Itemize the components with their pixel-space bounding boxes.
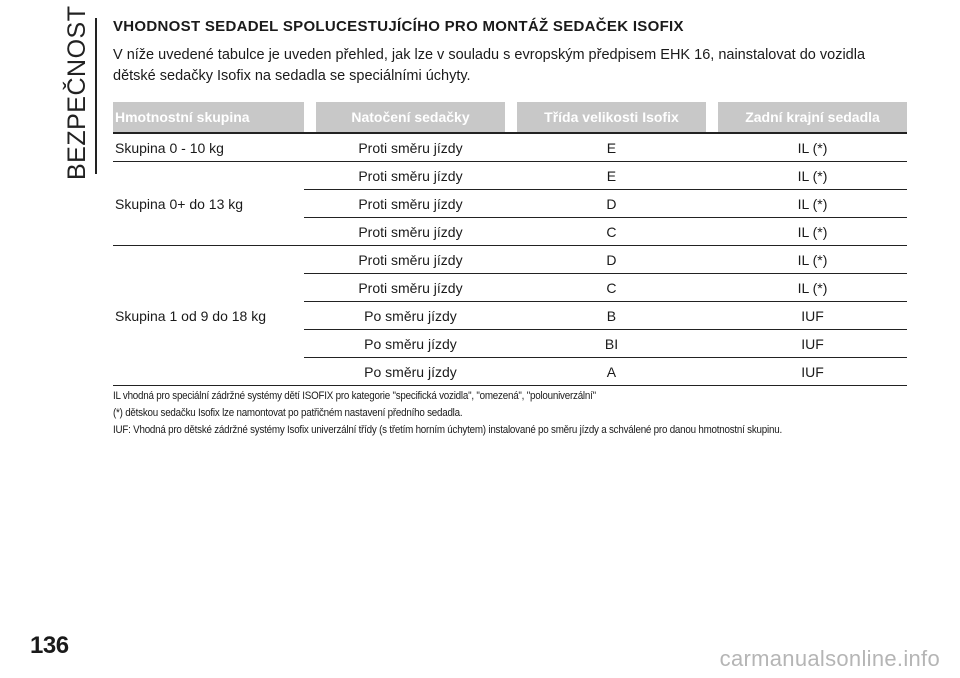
orientation-cell: Proti směru jízdy bbox=[316, 274, 505, 302]
rear-seats-cell: IL (*) bbox=[718, 133, 907, 162]
size-class-cell: C bbox=[517, 218, 706, 246]
size-class-cell: D bbox=[517, 246, 706, 274]
header-size-class: Třída velikosti Isofix bbox=[517, 102, 706, 133]
rear-seats-cell: IUF bbox=[718, 302, 907, 330]
note-asterisk: (*) dětskou sedačku Isofix lze namontovat po patřičném nastavení předního sedadla. bbox=[113, 407, 463, 419]
rear-seats-cell: IL (*) bbox=[718, 274, 907, 302]
page-title: VHODNOST SEDADEL SPOLUCESTUJÍCÍHO PRO MONTÁŽ SEDAČEK ISOFIX bbox=[113, 18, 684, 35]
intro-paragraph: V níže uvedené tabulce je uveden přehled, jak lze v souladu s evropským předpisem EHK 16, nainstalovat do vozidla dětské sedačky Isofix na sedadla se speciálními úchyty. bbox=[113, 47, 866, 84]
header-gap bbox=[304, 102, 316, 133]
table-notes bbox=[113, 388, 907, 439]
header-orientation: Natočení sedačky bbox=[316, 102, 505, 133]
size-class-cell: E bbox=[517, 133, 706, 162]
section-label: BEZPEČNOST bbox=[63, 5, 91, 180]
group-name: Skupina 1 od 9 do 18 kg bbox=[113, 246, 304, 386]
rear-seats-cell: IUF bbox=[718, 330, 907, 358]
note-il: IL vhodná pro speciální zádržné systémy dětí ISOFIX pro kategorie "specifická vozidla", "omezená", "polouniverzální" bbox=[113, 390, 596, 402]
rear-seats-cell: IUF bbox=[718, 358, 907, 386]
table-row bbox=[113, 246, 907, 274]
side-divider bbox=[95, 18, 97, 174]
orientation-cell: Po směru jízdy bbox=[316, 302, 505, 330]
header-weight-group: Hmotnostní skupina bbox=[113, 102, 304, 133]
orientation-cell: Proti směru jízdy bbox=[316, 246, 505, 274]
header-gap bbox=[505, 102, 517, 133]
size-class-cell: C bbox=[517, 274, 706, 302]
header-gap bbox=[706, 102, 718, 133]
rear-seats-cell: IL (*) bbox=[718, 246, 907, 274]
size-class-cell: E bbox=[517, 162, 706, 190]
orientation-cell: Po směru jízdy bbox=[316, 330, 505, 358]
isofix-table bbox=[113, 102, 907, 386]
page-number: 136 bbox=[30, 632, 69, 659]
orientation-cell: Proti směru jízdy bbox=[316, 162, 505, 190]
orientation-cell: Proti směru jízdy bbox=[316, 133, 505, 162]
orientation-cell: Po směru jízdy bbox=[316, 358, 505, 386]
orientation-cell: Proti směru jízdy bbox=[316, 190, 505, 218]
rear-seats-cell: IL (*) bbox=[718, 218, 907, 246]
size-class-cell: BI bbox=[517, 330, 706, 358]
watermark: carmanualsonline.info bbox=[719, 646, 940, 671]
table-row bbox=[113, 133, 907, 162]
table-row bbox=[113, 162, 907, 190]
size-class-cell: B bbox=[517, 302, 706, 330]
size-class-cell: A bbox=[517, 358, 706, 386]
header-rear-seats: Zadní krajní sedadla bbox=[718, 102, 907, 133]
rear-seats-cell: IL (*) bbox=[718, 190, 907, 218]
table-header-row bbox=[113, 102, 907, 133]
group-name: Skupina 0+ do 13 kg bbox=[113, 162, 304, 246]
size-class-cell: D bbox=[517, 190, 706, 218]
orientation-cell: Proti směru jízdy bbox=[316, 218, 505, 246]
note-iuf: IUF: Vhodná pro dětské zádržné systémy Isofix univerzální třídy (s třetím horním úchytem) instalované po směru jízdy a schválené pro danou hmotnostní skupinu. bbox=[113, 424, 782, 436]
section-side-label bbox=[60, 5, 96, 180]
rear-seats-cell: IL (*) bbox=[718, 162, 907, 190]
group-name: Skupina 0 - 10 kg bbox=[113, 133, 304, 162]
